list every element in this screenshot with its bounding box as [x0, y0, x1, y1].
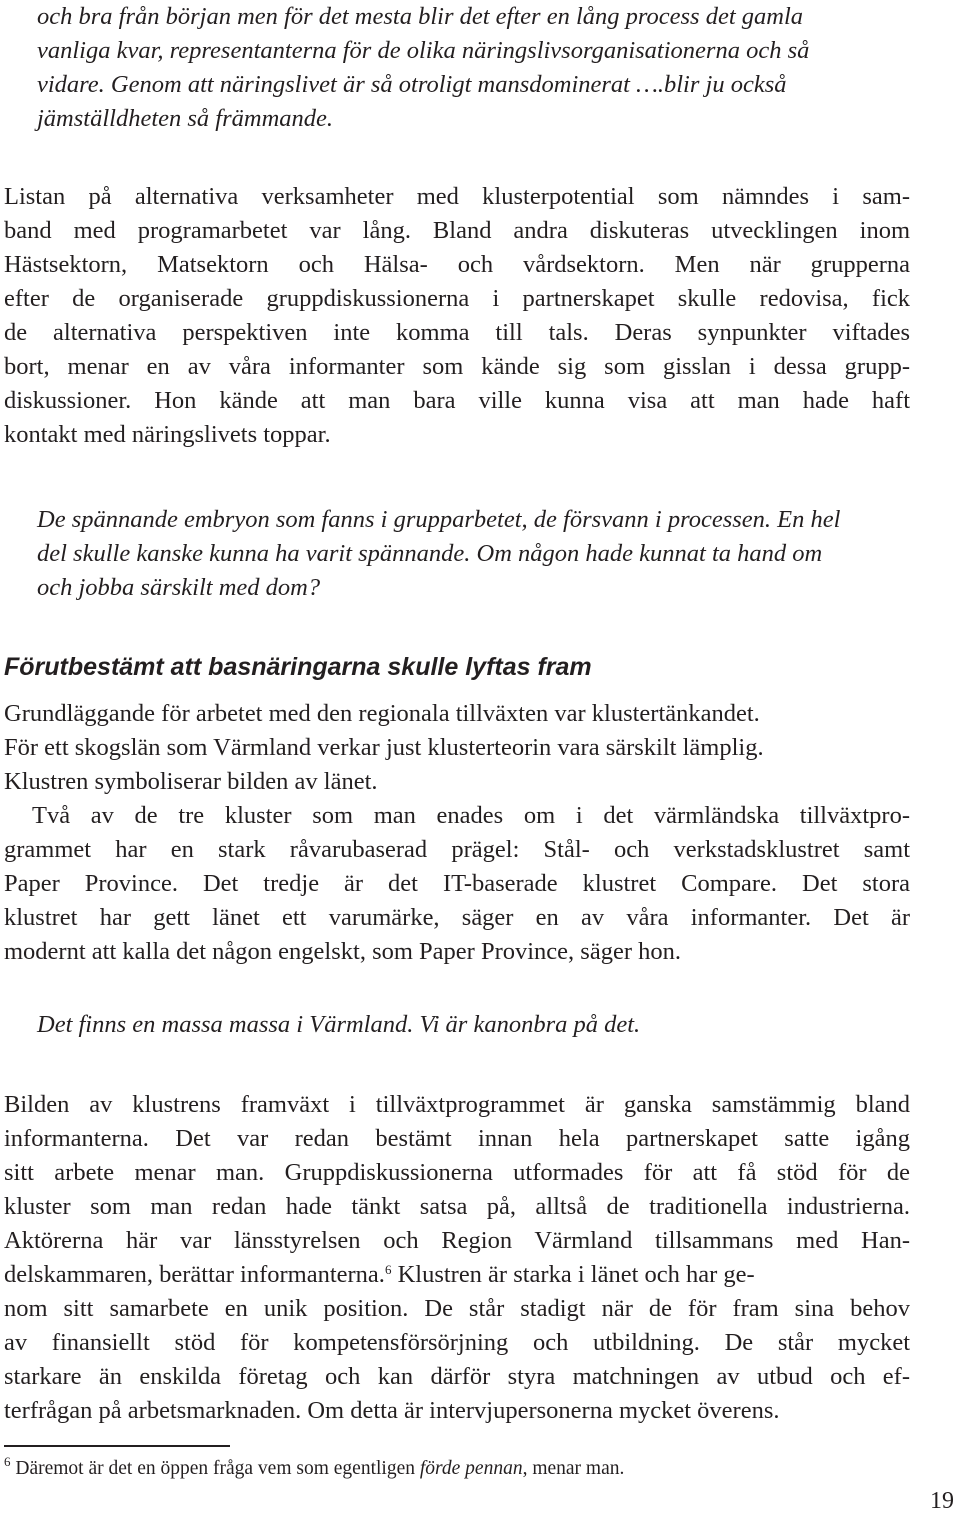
text-line [4, 1258, 910, 1292]
text-line: informanterna. Det var redan bestämt innan hela partnerskapet satte igång [4, 1125, 910, 1152]
text-line: Bilden av klustrens framväxt i tillväxtprogrammet är ganska samstämmig bland [4, 1091, 910, 1118]
text-line: modernt att kalla det någon engelskt, som Paper Province, säger hon. [4, 938, 681, 965]
footnote-reference[interactable]: 6 [384, 1262, 392, 1277]
text-line: av finansiellt stöd för kompetensförsörjning och utbildning. De står mycket [4, 1329, 910, 1356]
text-line: Grundläggande för arbetet med den regionala tillväxten var klustertänkandet. [4, 700, 760, 727]
text-segment: delskammaren, berättar informanterna. [4, 1261, 385, 1288]
body-paragraph [4, 697, 910, 799]
text-line: För ett skogslän som Värmland verkar just klusterteorin vara särskilt lämplig. [4, 734, 764, 761]
text-line: Två av de tre kluster som man enades om i det värmländska tillväxtpro- [32, 802, 910, 829]
text-line: kluster som man redan hade tänkt satsa på, alltså de traditionella industrierna. [4, 1193, 910, 1220]
text-line: Aktörerna här var länsstyrelsen och Region Värmland tillsammans med Han- [4, 1227, 910, 1254]
quote-line: del skulle kanske kunna ha varit spännande. Om någon hade kunnat ta hand om [37, 540, 823, 567]
footnote-text: Däremot är det en öppen fråga vem som egentligen [10, 1458, 420, 1479]
quote-block [4, 0, 912, 136]
section-heading: Förutbestämt att basnäringarna skulle lyftas fram [4, 653, 592, 681]
text-line: klustret har gett länet ett varumärke, säger en av våra informanter. Det är [4, 904, 910, 931]
footnote-divider [4, 1445, 230, 1447]
body-paragraph [4, 180, 910, 452]
footnote [4, 1456, 624, 1482]
footnote-italic-text: förde pennan [419, 1458, 523, 1479]
text-line: nom sitt samarbete en unik position. De står stadigt när de för fram sina behov [4, 1295, 910, 1322]
quote-block [4, 1008, 912, 1042]
text-line: de alternativa perspektiven inte komma till tals. Deras synpunkter viftades [4, 319, 910, 346]
text-line: terfrågan på arbetsmarknaden. Om detta är intervjupersonerna mycket överens. [4, 1397, 780, 1424]
text-segment: Klustren är starka i länet och har ge- [391, 1261, 755, 1288]
text-line: starkare än enskilda företag och kan därför styra matchningen av utbud och ef- [4, 1363, 910, 1390]
quote-block [4, 503, 912, 605]
footnote-number: 6 [4, 1454, 11, 1469]
quote-line: och jobba särskilt med dom? [37, 574, 321, 601]
text-line: band med programarbetet var lång. Bland andra diskuteras utvecklingen inom [4, 217, 910, 244]
text-line: kontakt med näringslivets toppar. [4, 421, 331, 448]
quote-line: och bra från början men för det mesta blir det efter en lång process det gamla [37, 3, 803, 30]
page-number: 19 [930, 1488, 954, 1514]
text-line: diskussioner. Hon kände att man bara ville kunna visa att man hade haft [4, 387, 910, 414]
text-line: bort, menar en av våra informanter som kände sig som gisslan i dessa grupp- [4, 353, 910, 380]
quote-line: Det finns en massa massa i Värmland. Vi är kanonbra på det. [37, 1011, 641, 1038]
text-line: Paper Province. Det tredje är det IT-baserade klustret Compare. Det stora [4, 870, 910, 897]
quote-line: vidare. Genom att näringslivet är så otroligt mansdominerat ….blir ju också [37, 71, 787, 98]
text-line: efter de organiserade gruppdiskussionerna i partnerskapet skulle redovisa, fick [4, 285, 910, 312]
footnote-text: , menar man. [522, 1458, 625, 1479]
quote-line: De spännande embryon som fanns i grupparbetet, de försvann i processen. En hel [37, 506, 841, 533]
text-line: Klustren symboliserar bilden av länet. [4, 768, 378, 795]
body-paragraph [4, 799, 910, 969]
body-paragraph [4, 1088, 910, 1428]
text-line: grammet har en stark råvarubaserad prägel: Stål- och verkstadsklustret samt [4, 836, 910, 863]
text-line: Hästsektorn, Matsektorn och Hälsa- och vårdsektorn. Men när grupperna [4, 251, 910, 278]
text-line: Listan på alternativa verksamheter med klusterpotential som nämndes i sam- [4, 183, 910, 210]
text-line: sitt arbete menar man. Gruppdiskussionerna utformades för att få stöd för de [4, 1159, 910, 1186]
quote-line: vanliga kvar, representanterna för de olika näringslivsorganisationerna och så [37, 37, 810, 64]
quote-line: jämställdheten så främmande. [37, 105, 334, 132]
